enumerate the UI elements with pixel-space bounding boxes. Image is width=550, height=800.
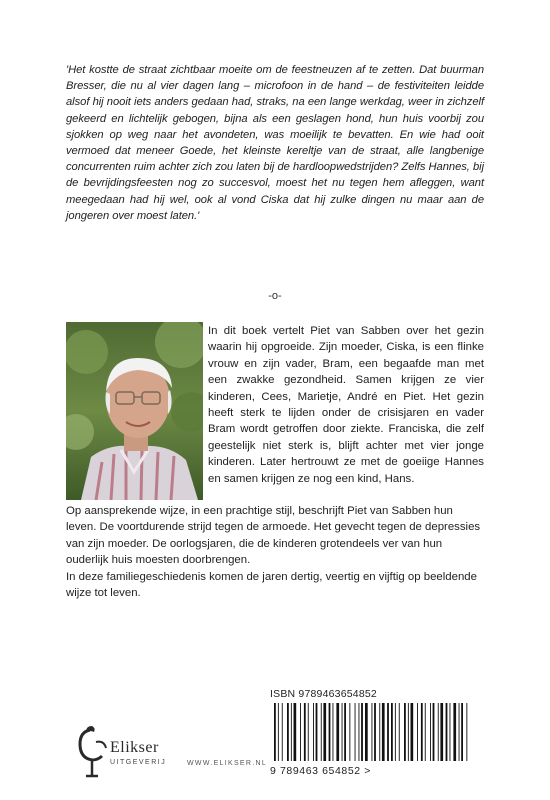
author-photo bbox=[66, 322, 203, 500]
summary-text bbox=[66, 503, 484, 601]
back-cover-quote: 'Het kostte de straat zichtbaar moeite om de feestneuzen af te zetten. Dat buurman Bresser, die nu al vier dagen lang – microfoon in de hand – de festiviteiten leidde alsof hij nooit iets anders gedaan had, straks, na een lange werkdag, weer in zichzelf gekeerd en lichtelijk gebogen, bijna als een geslagen hond, hun huis voorbij zou sjokken op weg naar het avondeten, was moeilijk te bevatten. En wie had ooit vermoed dat meneer Goede, het kleinste kereltje van de straat, alle langbenige concurrenten ruim achter zich zou laten bij de hardloopwedstrijden? Zelfs Hannes, bij de bevrijdingsfeesten nog zo succesvol, moest het nu tegen hem afleggen, want meegedaan had hij wel, ook al vond Ciska dat hij zulke dingen nu maar aan de jongeren over moest laten.' bbox=[66, 64, 484, 222]
summary-paragraph: In deze familiegeschiedenis komen de jaren dertig, veertig en vijftig op beeldende wijze tot leven. bbox=[66, 570, 477, 600]
section-separator: -o- bbox=[268, 290, 282, 302]
barcode-digits: 9 789463 654852 > bbox=[270, 765, 371, 777]
publisher-name: Elikser bbox=[110, 739, 159, 756]
barcode bbox=[272, 703, 474, 761]
isbn-label: ISBN 9789463654852 bbox=[270, 688, 377, 700]
publisher-sub: UITGEVERIJ bbox=[110, 759, 167, 766]
summary-paragraph: Op aansprekende wijze, in een prachtige stijl, beschrijft Piet van Sabben hun leven. De voortdurende strijd tegen de armoede. Het gevecht tegen de depressies van zijn moeder. De oorlogsjaren, die de kinderen grotendeels ver van hun ouderlijk huis moesten doorbrengen. bbox=[66, 505, 481, 567]
publisher-url: WWW.ELIKSER.NL bbox=[187, 760, 268, 767]
intro-paragraph: In dit boek vertelt Piet van Sabben over het gezin waarin hij opgroeide. Zijn moeder, Ciska, is een flinke vrouw en zijn vader, Bram, een begaafde man met een zwakke gezondheid. Samen krijgen ze vier kinderen, Cees, Marietje, André en Piet. Het gezin heeft sterk te lijden onder de crisisjaren en vader Bram wordt getroffen door ziekte. Franciska, die zelf geestelijk niet sterk is, blijft achter met vier jonge kinderen. Later hertrouwt ze met de goeiige Hannes en samen krijgen ze nog een kind, Hans. bbox=[208, 325, 484, 485]
